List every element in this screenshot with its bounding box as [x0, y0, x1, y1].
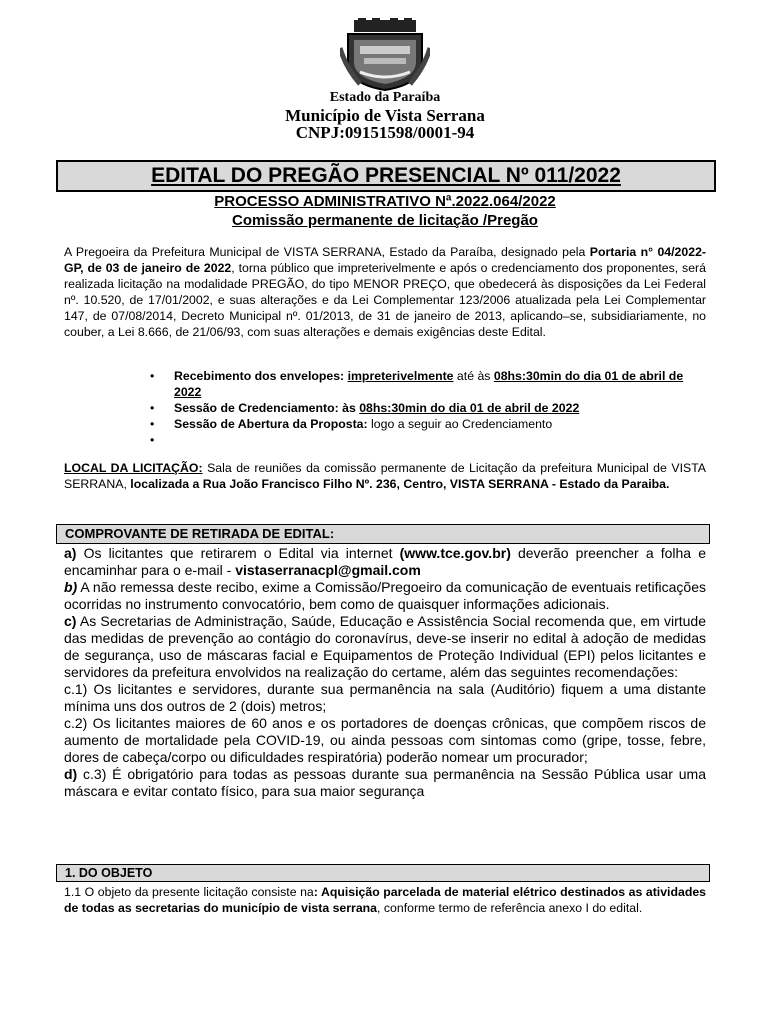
intro-paragraph	[64, 244, 706, 340]
item-a-email: vistaserranacpl@gmail.com	[235, 562, 421, 578]
item-a-text: Os licitantes que retirarem o Edital via internet	[76, 545, 400, 561]
schedule-list	[150, 368, 710, 448]
process-number: PROCESSO ADMINISTRATIVO Nª.2022.064/2022	[214, 193, 556, 210]
intro-portaria: Portaria n° 04/2022- GP, de 03 de janeiro de 2022	[64, 245, 707, 275]
item-d-text: c.3) É obrigatório para todas as pessoas durante sua permanência na Sessão Pública usar uma máscara e evitar contato físico, para sua maior segurança	[64, 766, 706, 799]
intro-text-1: A Pregoeira da Prefeitura Municipal de VISTA SERRANA, Estado da Paraíba, designado pela	[64, 245, 590, 259]
edital-title-box	[56, 160, 716, 192]
receipt-section	[64, 545, 706, 800]
header-cnpj: CNPJ:09151598/0001-94	[295, 123, 475, 142]
receipt-item-a	[64, 545, 706, 579]
item-b-label: b)	[64, 579, 78, 595]
object-text-1: 1.1 O objeto da presente licitação consiste na	[64, 885, 314, 899]
local-address: localizada a Rua João Francisco Filho Nº. 236, Centro, VISTA SERRANA - Estado da Paraiba.	[130, 477, 670, 491]
intro-text-2: , torna público que impreterivelmente e após o credenciamento dos proponentes, será realizada licitação na modalidade PREGÃO, do tipo MENOR PREÇO, que obedecerá às disposições da Lei Federal nº. 10.520, de 17/01/2002, e suas alterações e da Lei Complementar 123/2006 atualizada pela Lei Complementar 147, de 07/08/2014, Decreto Municipal nº. 01/2013, de 31 de janeiro de 2013, aplicando–se, subsidiariamente, no couber, a Lei 8.666, de 21/06/93, com suas alterações e demais exigências deste Edital.	[64, 261, 706, 339]
receipt-heading: COMPROVANTE DE RETIRADA DE EDITAL:	[56, 524, 710, 544]
header-state: Estado da Paraíba	[329, 90, 441, 105]
list-item	[150, 400, 710, 416]
opening-label: Sessão de Abertura da Proposta:	[174, 417, 368, 431]
receipt-item-c	[64, 613, 706, 681]
local-paragraph	[64, 460, 706, 492]
object-description: : Aquisição parcelada de material elétrico destinados as atividades de todas as secretarias do município de vista serrana	[64, 885, 707, 915]
credential-time: 08hs:30min do dia 01 de abril de 2022	[359, 401, 580, 415]
item-c-label: c)	[64, 613, 77, 629]
credential-label: Sessão de Credenciamento: às	[174, 401, 360, 415]
object-paragraph	[64, 884, 706, 916]
header-municipality: Município de Vista Serrana	[285, 106, 485, 125]
list-item	[150, 432, 710, 448]
item-a-text-2: deverão preencher a folha e encaminhar para o e-mail -	[64, 545, 706, 578]
item-a-label: a)	[64, 545, 77, 561]
local-text: Sala de reuniões da comissão permanente de Licitação da prefeitura Municipal de VISTA SERRANA,	[64, 461, 706, 491]
local-label: LOCAL DA LICITAÇÃO:	[64, 461, 203, 475]
receipt-item-b	[64, 579, 706, 613]
item-c-text: As Secretarias de Administração, Saúde, Educação e Assistência Social recomenda que, em virtude das medidas de prevenção ao contágio do coronavírus, deve-se inserir no edital à adoção de medidas de segurança, uso de máscaras facial e Equipamentos de Proteção Individual (EPI) pelos licitantes e servidores da prefeitura envolvidos na realização do certame, além das seguintes recomendações:	[64, 613, 706, 680]
item-a-site: (www.tce.gov.br)	[399, 545, 511, 561]
envelope-mid: até às	[453, 369, 494, 383]
object-heading: 1. DO OBJETO	[56, 864, 710, 882]
envelope-label: Recebimento dos envelopes:	[174, 369, 348, 383]
opening-text: logo a seguir ao Credenciamento	[367, 417, 553, 431]
commission-name: Comissão permanente de licitação /Pregão	[232, 212, 538, 229]
item-d-label: d)	[64, 766, 78, 782]
envelope-emphasis: impreterivelmente	[347, 369, 454, 383]
object-text-2: , conforme termo de referência anexo I do edital.	[377, 901, 643, 915]
list-item	[150, 368, 710, 400]
receipt-item-d	[64, 766, 706, 800]
edital-title: EDITAL DO PREGÃO PRESENCIAL Nº 011/2022	[151, 164, 621, 187]
receipt-item-c2: c.2) Os licitantes maiores de 60 anos e os portadores de doenças crônicas, que compõem riscos de aumento de mortalidade pela COVID-19, ou ainda pessoas com sintomas como (gripe, tosse, febre, dores de cabeça/corpo ou dificuldades respiratória) poderão nomear um procurador;	[64, 715, 706, 765]
item-b-text: A não remessa deste recibo, exime a Comissão/Pregoeiro da comunicação de eventuais retificações ocorridas no instrumento convocatório, bem como de quaisquer informações adicionais.	[64, 579, 706, 612]
receipt-item-c1: c.1) Os licitantes e servidores, durante sua permanência na sala (Auditório) fiquem a uma distante mínima uns dos outros de 2 (dois) metros;	[64, 681, 706, 714]
municipal-coat-of-arms-icon	[340, 18, 430, 92]
list-item	[150, 416, 710, 432]
envelope-time: 08hs:30min do dia 01 de abril de 2022	[174, 369, 684, 399]
